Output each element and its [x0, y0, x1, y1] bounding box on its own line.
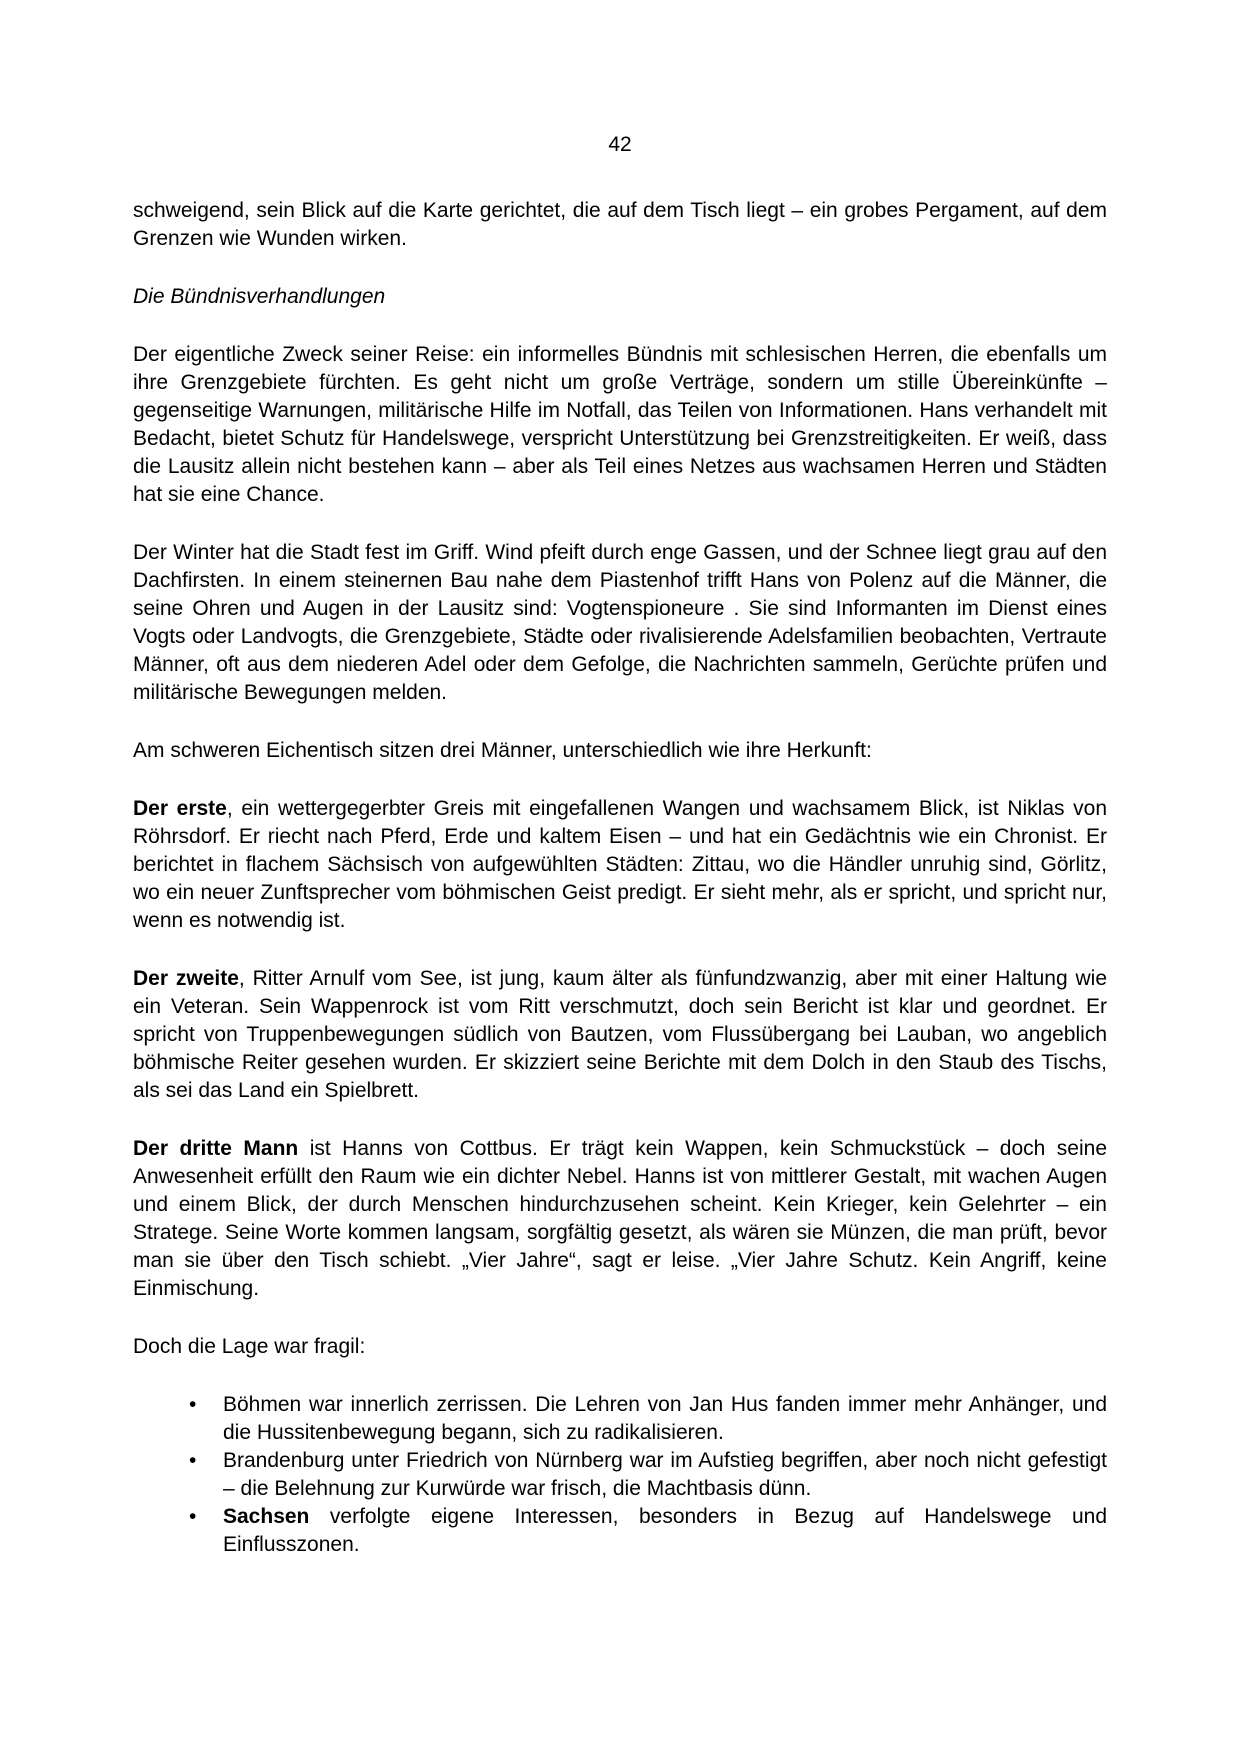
- text-run: Brandenburg unter Friedrich von Nürnberg war im Aufstieg begriffen, aber noch nicht gefestigt – die Belehnung zur Kurwürde war frisch, die Machtbasis dünn.: [223, 1449, 1107, 1500]
- paragraph: [133, 197, 1107, 253]
- bullet-item: [223, 1447, 1107, 1503]
- page-content: [133, 197, 1107, 1559]
- paragraph: [133, 1333, 1107, 1361]
- text-run: , Ritter Arnulf vom See, ist jung, kaum älter als fünfundzwanzig, aber mit einer Haltung wie ein Veteran. Sein Wappenrock ist vom Ritt verschmutzt, doch sein Bericht ist klar und geordnet. Er spricht von Truppenbewegungen südlich von Bautzen, vom Flussübergang bei Lauban, wo angeblich böhmische Reiter gesehen wurden. Er skizziert seine Berichte mit dem Dolch in den Staub des Tischs, als sei das Land ein Spielbrett.: [133, 967, 1108, 1102]
- bullet-item: [223, 1391, 1107, 1447]
- text-run: Doch die Lage war fragil:: [133, 1335, 366, 1358]
- bold-text-run: Der zweite: [133, 967, 239, 990]
- paragraph: [133, 341, 1107, 509]
- text-run: Am schweren Eichentisch sitzen drei Männer, unterschiedlich wie ihre Herkunft:: [133, 739, 872, 762]
- text-run: Der Winter hat die Stadt fest im Griff. Wind pfeift durch enge Gassen, und der Schnee liegt grau auf den Dachfirsten. In einem steinernen Bau nahe dem Piastenhof trifft Hans von Polenz auf die Männer, die seine Ohren und Augen in der Lausitz sind: Vogtenspioneure . Sie sind Informanten im Dienst eines Vogts oder Landvogts, die Grenzgebiete, Städte oder rivalisierende Adelsfamilien beobachten, Vertraute Männer, oft aus dem niederen Adel oder dem Gefolge, die Nachrichten sammeln, Gerüchte prüfen und militärische Bewegungen melden.: [133, 541, 1107, 704]
- bold-text-run: Der dritte Mann: [133, 1137, 299, 1160]
- bold-text-run: Der erste: [133, 797, 227, 820]
- text-run: Der eigentliche Zweck seiner Reise: ein informelles Bündnis mit schlesischen Herren, die ebenfalls um ihre Grenzgebiete fürchten. Es geht nicht um große Verträge, sondern um stille Übereinkünfte – gegenseitige Warnungen, militärische Hilfe im Notfall, das Teilen von Informationen. Hans verhandelt mit Bedacht, bietet Schutz für Handelswege, verspricht Unterstützung bei Grenzstreitigkeiten. Er weiß, dass die Lausitz allein nicht bestehen kann – aber als Teil eines Netzes aus wachsamen Herren und Städten hat sie eine Chance.: [133, 343, 1107, 506]
- text-run: Böhmen war innerlich zerrissen. Die Lehren von Jan Hus fanden immer mehr Anhänger, und die Hussitenbewegung begann, sich zu radikalisieren.: [223, 1393, 1107, 1444]
- bullet-item: [223, 1503, 1107, 1559]
- section-heading: [133, 283, 1107, 311]
- paragraph: [133, 795, 1107, 935]
- text-run: schweigend, sein Blick auf die Karte gerichtet, die auf dem Tisch liegt – ein grobes Pergament, auf dem Grenzen wie Wunden wirken.: [133, 199, 1107, 250]
- paragraph: [133, 737, 1107, 765]
- text-run: verfolgte eigene Interessen, besonders in Bezug auf Handelswege und Einflusszonen.: [223, 1505, 1107, 1556]
- italic-text-run: Die Bündnisverhandlungen: [133, 285, 386, 308]
- text-run: ist Hanns von Cottbus. Er trägt kein Wappen, kein Schmuckstück – doch seine Anwesenheit erfüllt den Raum wie ein dichter Nebel. Hanns ist von mittlerer Gestalt, mit wachen Augen und einem Blick, der durch Menschen hindurchzusehen scheint. Kein Krieger, kein Gelehrter – ein Stratege. Seine Worte kommen langsam, sorgfältig gesetzt, als wären sie Münzen, die man prüft, bevor man sie über den Tisch schiebt. „Vier Jahre“, sagt er leise. „Vier Jahre Schutz. Kein Angriff, keine Einmischung.: [133, 1137, 1108, 1300]
- paragraph: [133, 539, 1107, 707]
- paragraph: [133, 965, 1107, 1105]
- text-run: , ein wettergegerbter Greis mit eingefallenen Wangen und wachsamem Blick, ist Niklas von Röhrsdorf. Er riecht nach Pferd, Erde und kaltem Eisen – und hat ein Gedächtnis wie ein Chronist. Er berichtet in flachem Sächsisch von aufgewühlten Städten: Zittau, wo die Händler unruhig sind, Görlitz, wo ein neuer Zunftsprecher vom böhmischen Geist predigt. Er sieht mehr, als er spricht, und spricht nur, wenn es notwendig ist.: [133, 797, 1107, 932]
- bold-text-run: Sachsen: [223, 1505, 310, 1528]
- paragraph: [133, 1135, 1107, 1303]
- bullet-list: [133, 1391, 1107, 1559]
- page-number: 42: [608, 133, 632, 156]
